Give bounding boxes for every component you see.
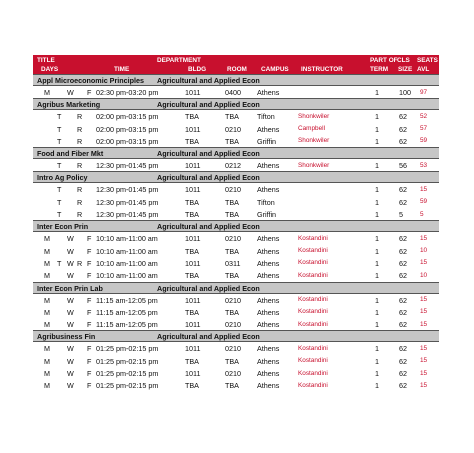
section-header bbox=[33, 147, 439, 159]
row-avl: 5 bbox=[420, 210, 424, 218]
section-header bbox=[33, 330, 439, 342]
row-avl: 15 bbox=[420, 381, 428, 389]
row-size: 100 bbox=[399, 88, 411, 97]
row-bldg: 1011 bbox=[185, 344, 201, 354]
section-title: Agribus Marketing bbox=[37, 100, 101, 110]
row-avl: 15 bbox=[420, 369, 428, 377]
row-day: M bbox=[44, 295, 50, 305]
row-time: 10:10 am-11:00 am bbox=[96, 271, 158, 281]
row-room: 0210 bbox=[225, 234, 241, 244]
section-title: Inter Econ Prin bbox=[37, 222, 89, 232]
row-room: TBA bbox=[225, 246, 239, 256]
row-size: 62 bbox=[399, 271, 407, 281]
row-instructor: Kostandini bbox=[298, 296, 328, 304]
table-row bbox=[33, 306, 439, 318]
row-instructor: Kostandini bbox=[298, 271, 328, 279]
row-day: R bbox=[77, 185, 83, 195]
row-term: 1 bbox=[375, 185, 379, 195]
row-avl: 10 bbox=[420, 271, 428, 279]
row-room: 0210 bbox=[225, 185, 241, 195]
section-department: Agricultural and Applied Econ bbox=[157, 332, 260, 342]
row-room: 0210 bbox=[225, 369, 241, 379]
row-time: 02:30 pm-03:20 pm bbox=[96, 88, 159, 97]
row-day: F bbox=[87, 381, 92, 391]
row-day: F bbox=[87, 234, 92, 244]
row-bldg: 1011 bbox=[185, 185, 201, 195]
row-campus: Griffin bbox=[257, 136, 277, 146]
row-time: 12:30 pm-01:45 pm bbox=[96, 161, 159, 171]
table-row bbox=[33, 318, 439, 330]
section-department: Agricultural and Applied Econ bbox=[157, 173, 260, 183]
row-bldg: TBA bbox=[185, 381, 199, 391]
table-row bbox=[33, 123, 439, 135]
row-room: 0210 bbox=[225, 124, 241, 134]
row-day: F bbox=[87, 344, 92, 354]
row-campus: Athens bbox=[257, 295, 280, 305]
section-title: Food and Fiber Mkt bbox=[37, 149, 104, 159]
row-size: 62 bbox=[399, 197, 407, 207]
row-instructor: Kostandini bbox=[298, 369, 328, 377]
header-days: DAYS bbox=[41, 66, 59, 73]
row-term: 1 bbox=[375, 369, 379, 379]
row-term: 1 bbox=[375, 210, 379, 220]
row-campus: Athens bbox=[257, 381, 280, 391]
row-day: W bbox=[67, 381, 74, 391]
header-title: TITLE bbox=[37, 57, 55, 64]
row-bldg: 1011 bbox=[185, 124, 201, 134]
section-department: Agricultural and Applied Econ bbox=[157, 222, 260, 232]
header-term: TERM bbox=[370, 66, 389, 73]
row-avl: 15 bbox=[420, 259, 428, 267]
row-avl: 57 bbox=[420, 125, 428, 133]
row-term: 1 bbox=[375, 320, 379, 330]
row-term: 1 bbox=[375, 381, 379, 391]
row-time: 12:30 pm-01:45 pm bbox=[96, 210, 159, 220]
row-room: TBA bbox=[225, 356, 239, 366]
row-time: 01:25 pm-02:15 pm bbox=[96, 344, 159, 354]
section-title: Appl Microeconomic Principles bbox=[37, 76, 145, 85]
row-size: 62 bbox=[399, 356, 407, 366]
row-campus: Athens bbox=[257, 88, 280, 97]
row-time: 02:00 pm-03:15 pm bbox=[96, 112, 159, 122]
row-campus: Athens bbox=[257, 234, 280, 244]
row-day: F bbox=[87, 258, 92, 268]
table-row bbox=[33, 269, 439, 281]
row-day: W bbox=[67, 369, 74, 379]
row-day: W bbox=[67, 344, 74, 354]
row-time: 11:15 am-12:05 pm bbox=[96, 307, 158, 317]
row-term: 1 bbox=[375, 258, 379, 268]
row-campus: Griffin bbox=[257, 210, 277, 220]
row-instructor: Shonkwiler bbox=[298, 112, 330, 120]
row-day: T bbox=[57, 161, 62, 171]
row-size: 5 bbox=[399, 210, 403, 220]
row-avl: 10 bbox=[420, 247, 428, 255]
row-avl: 15 bbox=[420, 185, 428, 193]
row-bldg: TBA bbox=[185, 136, 199, 146]
row-bldg: TBA bbox=[185, 307, 199, 317]
row-day: W bbox=[67, 295, 74, 305]
row-room: TBA bbox=[225, 136, 239, 146]
row-day: W bbox=[67, 88, 74, 97]
table-row bbox=[33, 232, 439, 244]
section-department: Agricultural and Applied Econ bbox=[157, 149, 260, 159]
row-instructor: Shonkwiler bbox=[298, 137, 330, 145]
row-day: M bbox=[44, 234, 50, 244]
row-time: 11:15 am-12:05 pm bbox=[96, 295, 158, 305]
row-avl: 15 bbox=[420, 234, 428, 242]
row-time: 01:25 pm-02:15 pm bbox=[96, 369, 159, 379]
table-row bbox=[33, 110, 439, 122]
row-size: 62 bbox=[399, 112, 407, 122]
row-day: T bbox=[57, 185, 62, 195]
schedule-table bbox=[33, 55, 439, 392]
row-instructor: Kostandini bbox=[298, 320, 328, 328]
row-time: 01:25 pm-02:15 pm bbox=[96, 381, 159, 391]
row-room: TBA bbox=[225, 271, 239, 281]
row-instructor: Shonkwiler bbox=[298, 161, 330, 169]
row-avl: 59 bbox=[420, 198, 428, 206]
row-day: M bbox=[44, 356, 50, 366]
table-row bbox=[33, 294, 439, 306]
row-avl: 15 bbox=[420, 308, 428, 316]
row-day: F bbox=[87, 295, 92, 305]
header-department: DEPARTMENT bbox=[157, 57, 201, 64]
row-day: R bbox=[77, 124, 83, 134]
row-day: M bbox=[44, 246, 50, 256]
table-row bbox=[33, 245, 439, 257]
row-instructor: Campbell bbox=[298, 125, 325, 133]
row-day: W bbox=[67, 234, 74, 244]
row-room: TBA bbox=[225, 307, 239, 317]
table-body bbox=[33, 74, 439, 392]
row-bldg: TBA bbox=[185, 271, 199, 281]
table-row bbox=[33, 183, 439, 195]
section-department: Agricultural and Applied Econ bbox=[157, 76, 260, 85]
row-campus: Athens bbox=[257, 246, 280, 256]
row-avl: 53 bbox=[420, 161, 428, 169]
row-campus: Athens bbox=[257, 320, 280, 330]
row-term: 1 bbox=[375, 295, 379, 305]
row-instructor: Kostandini bbox=[298, 259, 328, 267]
row-day: R bbox=[77, 136, 83, 146]
row-avl: 15 bbox=[420, 296, 428, 304]
row-day: F bbox=[87, 307, 92, 317]
row-size: 62 bbox=[399, 246, 407, 256]
row-bldg: 1011 bbox=[185, 369, 201, 379]
row-room: 0311 bbox=[225, 258, 241, 268]
row-term: 1 bbox=[375, 88, 379, 97]
row-day: F bbox=[87, 88, 92, 97]
row-term: 1 bbox=[375, 356, 379, 366]
row-avl: 15 bbox=[420, 357, 428, 365]
section-department: Agricultural and Applied Econ bbox=[157, 283, 260, 293]
header-avl: AVL bbox=[417, 66, 430, 73]
row-size: 62 bbox=[399, 307, 407, 317]
row-bldg: TBA bbox=[185, 112, 199, 122]
row-avl: 15 bbox=[420, 344, 428, 352]
header-campus: CAMPUS bbox=[261, 66, 289, 73]
row-room: TBA bbox=[225, 210, 239, 220]
row-room: 0210 bbox=[225, 295, 241, 305]
table-row bbox=[33, 196, 439, 208]
row-campus: Athens bbox=[257, 369, 280, 379]
row-day: W bbox=[67, 246, 74, 256]
row-room: TBA bbox=[225, 112, 239, 122]
row-time: 12:30 pm-01:45 pm bbox=[96, 185, 159, 195]
row-term: 1 bbox=[375, 307, 379, 317]
row-bldg: 1011 bbox=[185, 161, 201, 171]
row-day: M bbox=[44, 344, 50, 354]
row-bldg: 1011 bbox=[185, 295, 201, 305]
row-campus: Athens bbox=[257, 307, 280, 317]
row-avl: 52 bbox=[420, 112, 428, 120]
row-term: 1 bbox=[375, 344, 379, 354]
row-instructor: Kostandini bbox=[298, 344, 328, 352]
row-campus: Athens bbox=[257, 258, 280, 268]
row-instructor: Kostandini bbox=[298, 308, 328, 316]
row-day: T bbox=[57, 197, 62, 207]
row-campus: Athens bbox=[257, 161, 280, 171]
row-day: T bbox=[57, 112, 62, 122]
section-title: Inter Econ Prin Lab bbox=[37, 283, 103, 293]
row-bldg: TBA bbox=[185, 210, 199, 220]
row-bldg: 1011 bbox=[185, 258, 201, 268]
row-day: F bbox=[87, 369, 92, 379]
row-avl: 59 bbox=[420, 137, 428, 145]
row-bldg: 1011 bbox=[185, 234, 201, 244]
row-day: M bbox=[44, 88, 50, 97]
row-day: M bbox=[44, 381, 50, 391]
row-day: T bbox=[57, 210, 62, 220]
row-day: F bbox=[87, 271, 92, 281]
row-bldg: 1011 bbox=[185, 320, 201, 330]
row-time: 10:10 am-11:00 am bbox=[96, 258, 158, 268]
row-time: 02:00 pm-03:15 pm bbox=[96, 136, 159, 146]
row-room: 0400 bbox=[225, 88, 241, 97]
row-day: M bbox=[44, 369, 50, 379]
table-header bbox=[33, 55, 439, 74]
section-header bbox=[33, 171, 439, 183]
row-time: 12:30 pm-01:45 pm bbox=[96, 197, 159, 207]
header-bldg: BLDG bbox=[188, 66, 207, 73]
row-bldg: TBA bbox=[185, 197, 199, 207]
row-day: R bbox=[77, 161, 83, 171]
table-row bbox=[33, 208, 439, 220]
row-avl: 15 bbox=[420, 320, 428, 328]
header-room: ROOM bbox=[227, 66, 247, 73]
header-instructor: INSTRUCTOR bbox=[301, 66, 343, 73]
row-day: W bbox=[67, 320, 74, 330]
row-day: F bbox=[87, 356, 92, 366]
section-title: Intro Ag Policy bbox=[37, 173, 88, 183]
row-campus: Tifton bbox=[257, 112, 275, 122]
section-header bbox=[33, 98, 439, 110]
row-bldg: TBA bbox=[185, 356, 199, 366]
row-time: 02:00 pm-03:15 pm bbox=[96, 124, 159, 134]
row-instructor: Kostandini bbox=[298, 381, 328, 389]
row-campus: Athens bbox=[257, 271, 280, 281]
row-size: 62 bbox=[399, 136, 407, 146]
row-time: 11:15 am-12:05 pm bbox=[96, 320, 158, 330]
row-day: M bbox=[44, 320, 50, 330]
row-day: T bbox=[57, 136, 62, 146]
row-term: 1 bbox=[375, 246, 379, 256]
row-size: 62 bbox=[399, 234, 407, 244]
row-term: 1 bbox=[375, 197, 379, 207]
row-room: 0210 bbox=[225, 344, 241, 354]
section-header bbox=[33, 74, 439, 86]
row-time: 01:25 pm-02:15 pm bbox=[96, 356, 159, 366]
row-term: 1 bbox=[375, 124, 379, 134]
row-bldg: TBA bbox=[185, 246, 199, 256]
row-day: M bbox=[44, 271, 50, 281]
section-title: Agribusiness Fin bbox=[37, 332, 96, 342]
table-row bbox=[33, 159, 439, 171]
row-room: 0210 bbox=[225, 320, 241, 330]
header-part-of: PART OF bbox=[370, 57, 398, 64]
row-term: 1 bbox=[375, 234, 379, 244]
row-term: 1 bbox=[375, 112, 379, 122]
table-row bbox=[33, 86, 439, 98]
row-day: W bbox=[67, 356, 74, 366]
row-size: 56 bbox=[399, 161, 407, 171]
row-instructor: Kostandini bbox=[298, 357, 328, 365]
row-day: W bbox=[67, 258, 74, 268]
row-day: F bbox=[87, 320, 92, 330]
row-room: TBA bbox=[225, 381, 239, 391]
table-row bbox=[33, 257, 439, 269]
row-day: W bbox=[67, 271, 74, 281]
section-header bbox=[33, 220, 439, 232]
row-campus: Athens bbox=[257, 344, 280, 354]
row-term: 1 bbox=[375, 136, 379, 146]
row-size: 62 bbox=[399, 124, 407, 134]
table-row bbox=[33, 355, 439, 367]
row-instructor: Kostandini bbox=[298, 234, 328, 242]
table-row bbox=[33, 135, 439, 147]
row-size: 62 bbox=[399, 320, 407, 330]
row-bldg: 1011 bbox=[185, 88, 201, 97]
header-time: TIME bbox=[114, 66, 130, 73]
row-campus: Athens bbox=[257, 185, 280, 195]
table-row bbox=[33, 367, 439, 379]
row-campus: Athens bbox=[257, 124, 280, 134]
row-campus: Tifton bbox=[257, 197, 275, 207]
row-day: R bbox=[77, 258, 83, 268]
header-cls: CLS bbox=[397, 57, 410, 64]
row-day: T bbox=[57, 258, 62, 268]
header-size: SIZE bbox=[398, 66, 413, 73]
row-campus: Athens bbox=[257, 356, 280, 366]
row-room: TBA bbox=[225, 197, 239, 207]
row-size: 62 bbox=[399, 295, 407, 305]
row-day: R bbox=[77, 210, 83, 220]
row-size: 62 bbox=[399, 185, 407, 195]
row-time: 10:10 am-11:00 am bbox=[96, 234, 158, 244]
row-time: 10:10 am-11:00 am bbox=[96, 246, 158, 256]
row-day: R bbox=[77, 197, 83, 207]
table-row bbox=[33, 379, 439, 391]
section-department: Agricultural and Applied Econ bbox=[157, 100, 260, 110]
row-day: F bbox=[87, 246, 92, 256]
row-term: 1 bbox=[375, 161, 379, 171]
row-room: 0212 bbox=[225, 161, 241, 171]
row-day: M bbox=[44, 307, 50, 317]
row-day: T bbox=[57, 124, 62, 134]
row-instructor: Kostandini bbox=[298, 247, 328, 255]
section-header bbox=[33, 282, 439, 294]
row-day: R bbox=[77, 112, 83, 122]
row-size: 62 bbox=[399, 381, 407, 391]
row-size: 62 bbox=[399, 369, 407, 379]
row-avl: 97 bbox=[420, 88, 428, 96]
row-size: 62 bbox=[399, 344, 407, 354]
row-day: M bbox=[44, 258, 50, 268]
table-row bbox=[33, 342, 439, 354]
header-seats: SEATS bbox=[417, 57, 438, 64]
row-day: W bbox=[67, 307, 74, 317]
row-size: 62 bbox=[399, 258, 407, 268]
row-term: 1 bbox=[375, 271, 379, 281]
